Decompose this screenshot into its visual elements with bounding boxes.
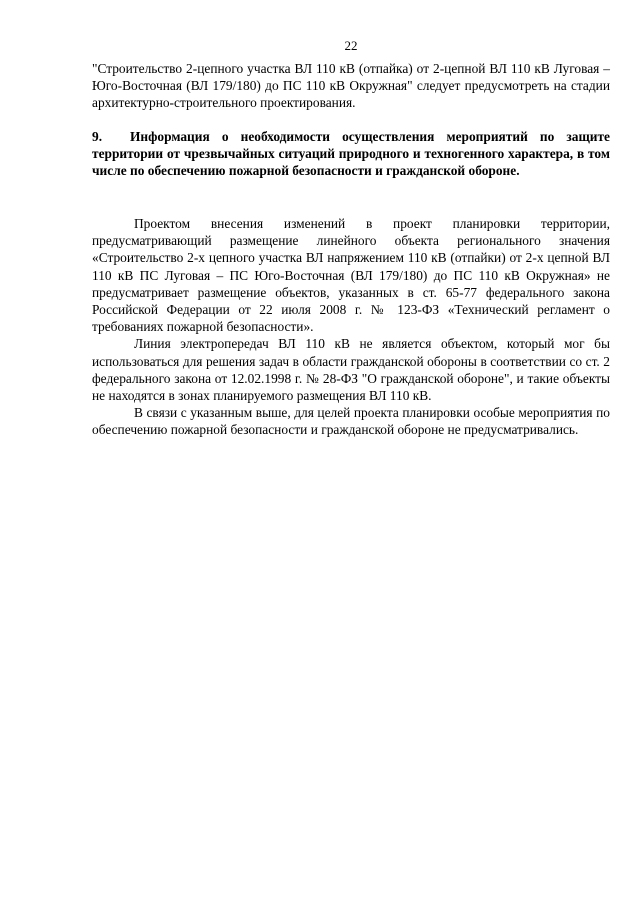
- body-paragraph-2: Линия электропередач ВЛ 110 кВ не является объектом, который мог бы использоваться для решения задач в области гражданской обороны в соответствии со ст. 2 федерального закона от 12.02.1998 г. № 28-ФЗ "О гражданской обороне", и такие объекты не находятся в зонах планируемого размещения ВЛ 110 кВ.: [92, 336, 610, 404]
- section-number: 9.: [92, 129, 103, 144]
- section-body: [92, 215, 610, 439]
- body-paragraph-3: В связи с указанным выше, для целей проекта планировки особые мероприятия по обеспечению пожарной безопасности и гражданской обороне не предусматривались.: [92, 405, 610, 438]
- section-heading: [92, 128, 610, 180]
- section-title: Информация о необходимости осуществления мероприятий по защите территории от чрезвычайных ситуаций природного и техногенного характера, в том числе по обеспечению пожарной безопасности и гражданской обороне.: [92, 129, 610, 179]
- body-paragraph-1: Проектом внесения изменений в проект планировки территории, предусматривающий размещение линейного объекта регионального значения «Строительство 2-х цепного участка ВЛ напряжением 110 кВ (отпайки) от 2-х цепной ВЛ 110 кВ ПС Луговая – ПС Юго-Восточная (ВЛ 179/180) до ПС 110 кВ Окружная» не предусматривает размещение объектов, указанных в ст. 65-77 федерального закона Российской Федерации от 22 июля 2008 г. № 123-ФЗ «Технический регламент о требованиях пожарной безопасности».: [92, 216, 610, 335]
- intro-paragraph: "Строительство 2-цепного участка ВЛ 110 кВ (отпайка) от 2-цепной ВЛ 110 кВ Луговая – Юго-Восточная (ВЛ 179/180) до ПС 110 кВ Окружная" следует предусмотреть на стадии архитектурно-строительного проектирования.: [92, 61, 610, 111]
- page-number: 22: [344, 38, 358, 53]
